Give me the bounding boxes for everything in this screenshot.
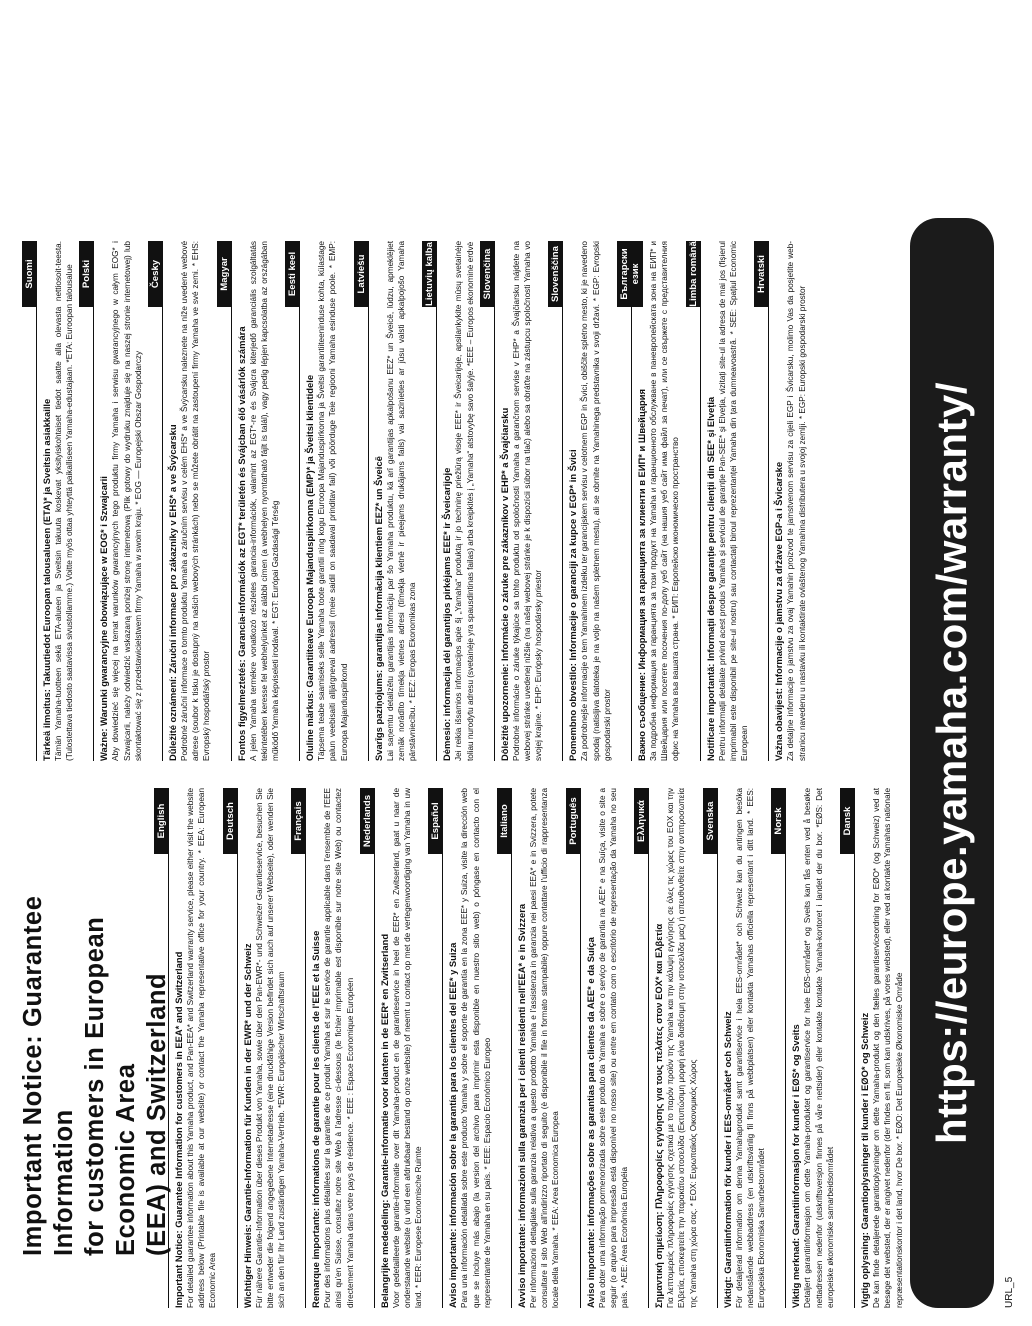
notice-section <box>842 788 905 1308</box>
section-body: Aby dowiedzieć się więcej na temat warunków gwarancyjnych tego produktu firmy Yamaha i serwisu gwarancyjnego w całym EOG* i Szwajcarii, należy odwiedzić wskazaną poniżej stronę internetową (Plik gotowy do wydruku znajduje się na naszej stronie internetowej) lub skontaktować się z przedstawicielstwem firmy Yamaha w swoim kraju. * EOG — Europejski Obszar Gospodarczy <box>111 241 143 761</box>
section-divider <box>305 788 306 1308</box>
language-tab: Norsk <box>771 788 786 854</box>
section-title: Notificare importantă: Informații despre garanție pentru clienții din SEE* și Elveția <box>704 396 716 761</box>
section-divider <box>562 241 563 761</box>
notice-section <box>636 788 699 1308</box>
section-divider <box>648 788 649 1308</box>
section-body: De kan finde detaljerede garantioplysninger om dette Yamaha-produkt og den fælles garantiserviceordning for EØO* (og Schweiz) ved at besøge det websted, der er angivet nedenfor (der findes en fil, som kan udskrives, på vores websted), eller ved at kontakte Yamahas nationale repræsentationskontor i det land, hvor De bor. * EØO: Det Europæiske Økonomiske Område <box>872 788 904 1308</box>
language-tab: Hrvatski <box>754 241 769 307</box>
language-tab: Español <box>428 788 443 854</box>
section-title: Belangrijke mededeling: Garantie-informatie voor klanten in de EER* en Zwitserland <box>378 933 390 1308</box>
title-line: Important Notice: Guarantee Information <box>19 895 79 1256</box>
notice-section <box>687 241 751 761</box>
section-body: Detaljert garantiinformasjon om dette Yamaha-produktet og garantiservice for hele EØS-området* og Sveits kan fås enten ved å besøke nettadressen nedenfor (utskriftsversjon finnes på våre nettsider) eller kontakte kontakte Yamaha-kontoret i landet der du bor. *EØS: Det europeiske økonomiske samarbeidsområdet <box>803 788 835 1308</box>
notice-section <box>218 241 282 761</box>
section-title: Aviso importante: informações sobre as garantias para clientes da AEE* e da Suíça <box>584 937 596 1308</box>
right-column <box>18 241 812 761</box>
warranty-url[interactable]: https://europe.yamaha.com/warranty/ <box>928 381 975 1145</box>
section-divider <box>299 241 300 761</box>
section-divider <box>168 788 169 1308</box>
section-title: Important Notice: Guarantee Information for customers in EEA* and Switzerland <box>173 951 184 1308</box>
section-divider <box>768 241 769 761</box>
section-divider <box>237 788 238 1308</box>
language-tab: Latviešu <box>354 241 369 307</box>
language-tab: Eesti keel <box>285 241 300 307</box>
section-title: Viktigt: Garantiinformation för kunder i EES-området* och Schweiz <box>721 1011 733 1308</box>
section-title: Ważne: Warunki gwarancyjne obowiązujące w EOG* i Szwajcarii <box>98 476 110 761</box>
notice-section <box>499 788 562 1308</box>
language-tab: Limba română <box>687 241 699 307</box>
notice-section <box>481 241 545 761</box>
notice-section <box>224 788 288 1308</box>
section-body: Za podrobnejše informacije o tem Yamahinem izdelku ter garancijskem servisu v celotnem EGP in Švici, obiščite spletno mesto, ki je navedeno spodaj (natisljiva datoteka je na voljo na našem spletnem mestu), ali se obrnite na Yamahinega predstavnika v svoji državi. * EGP: Evropski gospodarski prostor <box>580 241 612 761</box>
notice-section <box>773 788 836 1308</box>
section-divider <box>36 241 37 761</box>
section-title: Pomembno obvestilo: Informacije o garanciji za kupce v EGP* in Švici <box>567 449 579 761</box>
section-divider <box>442 788 443 1308</box>
section-title: Wichtiger Hinweis: Garantie-Information für Kunden in der EWR* und der Schweiz <box>241 943 253 1308</box>
section-body: For detailed guarantee information about this Yamaha product, and Pan-EEA* and Switzerland warranty service, please either visit the website address below (Printable file is available at our website) or contact the Yamaha representative office for your country. * EEA: European Economic Area <box>186 788 218 1308</box>
language-tab: Slovenščina <box>548 241 563 307</box>
section-title: Fontos figyelmeztetés: Garancia-információk az EGT* területén és Svájcban élő vásárlók számára <box>235 326 247 761</box>
section-divider <box>368 241 369 761</box>
notice-section <box>156 788 219 1308</box>
language-tab: Português <box>566 788 581 854</box>
section-body: Täpsema teabe saamiseks selle Yamaha toote garantii ning kogu Euroopa Majanduspiirkonna ja Šveitsi garantiiteeninduse kohta, külastage palun veebisaiti alljärgneval aadressil (meie saidil on saadaval prinditav fail) või pöörduge Teie regiooni Yamaha esinduse poole. * EMP: Euroopa Majanduspiirkond <box>317 241 349 761</box>
section-divider <box>374 788 375 1308</box>
language-tab: Magyar <box>217 241 232 307</box>
notice-section <box>361 788 425 1308</box>
notice-section <box>704 788 768 1308</box>
notice-section <box>756 241 807 761</box>
title-line: (EEA) and Switzerland <box>143 972 172 1256</box>
language-tab: Slovenčina <box>480 241 495 307</box>
language-tab: Nederlands <box>360 788 375 854</box>
section-body: Tämän Yamaha-tuotteen sekä ETA-alueen ja Sveitsin takuuta koskevat yksityiskohtaiset tiedot saatte alla olevasta nettiosoit-teesta. (Tulostettava tiedosto saatavissa sivustollamme.) Voitte myös ottaa yhteyttä paikalliseen Yamaha-edustajaan. *ETA: Euroopan talousalue <box>54 241 75 761</box>
language-tab: Ελληνικά <box>634 788 649 854</box>
section-body: Jei reikia išsamios informacijos apie šį „Yamaha“ produktą ir jo techninę priežiūrą visoje EEE* ir Šveicarijoje, apsilankykite mūsų svetainėje toliau nurodytu adresu (svetainėje yra spausdintinas failas) arba kreipkitės į „Yamaha“ atstovybę savo šalyje. *EEE – Europos ekonominė erdvė <box>454 241 475 761</box>
section-title: Důležité oznámení: Záruční informace pro zákazníky v EHS* a ve Švýcarsku <box>167 424 179 761</box>
notice-section <box>567 788 631 1308</box>
section-title: Σημαντική σημείωση: Πληροφορίες εγγύησης για τους πελάτες στον ΕΟΧ* και Ελβετία <box>653 923 665 1308</box>
section-body: Για λεπτομερείς πληροφορίες εγγύησης σχετικά με το παρόν προϊόν της Yamaha και την κάλυψη εγγύησης σε όλες τις χώρες του ΕΟΧ και την Ελβετία, επισκεφτείτε την παρακάτω ιστοσελίδα (Εκτυπώσιμη μορφή είναι διαθέσιμη στην ιστοσελίδα μας) ή απευθυνθείτε στην αντιπροσωπεία της Yamaha στη χώρα σας. * ΕΟΧ: Ευρωπαϊκός Οικονομικός Χώρος <box>666 788 698 1308</box>
section-body: Pour des informations plus détaillées sur la garantie de ce produit Yamaha et sur le service de garantie applicable dans l'ensemble de l'EEE ainsi qu'en Suisse, consultez notre site Web à l'adresse ci-dessous (le fichier imprimable est disponible sur notre site Web) ou contactez directement Yamaha dans votre pays de résidence. * EEE : Espace Economique Européen <box>323 788 355 1308</box>
section-divider <box>436 241 437 761</box>
language-tab: Suomi <box>22 241 37 307</box>
language-tab: Lietuvių kalba <box>424 242 436 306</box>
language-tab: Česky <box>148 241 163 307</box>
notice-section <box>81 241 144 761</box>
language-tab: Svenska <box>703 788 718 854</box>
section-divider <box>785 788 786 1308</box>
section-divider <box>162 241 163 761</box>
section-body: Voor gedetailleerde garantie-informatie over dit Yamaha-product en de garantieservice in heel de EER* en Zwitserland, gaat u naar de onderstaande website (u vind een afdrukbaar bestand op onze website) of neemt u contact op met de vertegenwoordiging van Yamaha in uw land. * EER: Europese Economische Ruimte <box>391 788 424 1308</box>
section-divider <box>93 241 94 761</box>
section-divider <box>580 788 581 1308</box>
notice-section <box>430 788 493 1308</box>
section-body: Für nähere Garantie-Information über dieses Produkt von Yamaha, sowie über den Pan-EWR*- und Schweizer Garantieservice, besuchen Sie bitte entweder die folgend angegebene Internetadresse (eine druckfähige Version befindet sich auch auf unserer Webseite), oder wenden Sie sich an den für Ihr Land zuständigen Yamaha-Vertrieb. *EWR: Europäischer Wirtschaftsraum <box>254 788 287 1308</box>
section-body: Para una información detallada sobre este producto Yamaha y sobre el soporte de garantía en la zona EEE* y Suiza, visite la dirección web que se incluye más abajo (la version del archivo para imprimir esta disponible en nuestro sitio web) o póngase en contacto con el representante de Yamaha en su país. * EEE: Espacio Económico Europeo <box>460 788 492 1308</box>
section-title: Важно съобщение: Информация за гаранцията за клиенти в ЕИП* и Швейцария <box>636 388 648 761</box>
section-divider <box>631 241 632 761</box>
section-title: Remarque importante: informations de garantie pour les clients de l'EEE et la Suisse <box>310 930 322 1308</box>
language-tab: Français <box>291 788 306 854</box>
notice-section <box>424 241 475 761</box>
page-code: URL_5 <box>1004 1276 1015 1308</box>
notice-section <box>619 241 682 761</box>
section-body: Podrobné záruční informace o tomto produktu Yamaha a záručním servisu v celém EHS* a ve Švýcarsku naleznete na níže uvedené webové adrese (soubor k tisku je dostupný na našich webových stránkách) nebo se můžete obrátit na zastoupení firmy Yamaha ve své zemi. * EHS: Evropský hospodářský prostor <box>180 241 212 761</box>
title-line: for customers in European Economic Area <box>81 916 141 1256</box>
section-title: Oluline märkus: Garantiiteave Euroopa Majanduspiirkonna (EMP)* ja Šveitsi klientidele <box>304 374 316 761</box>
section-title: Dėmesio: informacija dėl garantijos pirkėjams EEE* ir Šveicarijoje <box>441 467 453 761</box>
section-body: Para obter uma informação pormenorizada sobre este produto da Yamaha e sobre o serviço de garantia na AEE* e na Suíça, visite o site a seguir (o arquivo para impressão está disponível no nosso site) ou entre em contato com o escritório de representação da Yamaha no seu país. * AEE: Área Econômica Européia <box>597 788 630 1308</box>
section-divider <box>717 788 718 1308</box>
notice-section <box>550 241 613 761</box>
section-body: За подробна информация за гаранцията за този продукт на Yamaha и гаранционното обслужване в паневропейската зона на ЕИП* и Швейцария или посетете посочения по-долу уеб сайт (на нашия уеб сайт има файл за печат), или се свържете с представителния офис на Yamaha във вашата страна. * ЕИП: Европейско икономическо пространство <box>649 241 681 761</box>
section-divider <box>700 241 701 761</box>
section-body: Lai saņemtu detalizētu garantijas informāciju par šo Yamaha produktu, kā arī garantijas apkalpošanu EEZ* un Šveicē, lūdzu, apmeklējiet zemāk norādīto tīmekļa vietnes adresi (tīmekļa vietnē ir pieejams drukājams fails) vai sazinieties ar jūsu valsti apkalpojošo Yamaha pārstāvniecību. * EEZ: Eiropas Ekonomikas zona <box>385 241 418 761</box>
url-banner <box>910 218 994 1308</box>
section-divider <box>231 241 232 761</box>
language-tab: Dansk <box>840 788 855 854</box>
notice-section <box>355 241 419 761</box>
section-body: Pentru informații detaliate privind acest produs Yamaha și serviciul de garanție Pan-SEE* și Elveția, vizitați site-ul la adresa de mai jos (fișierul imprimabil este disponibil pe site-ul nostru) sau contactați biroul reprezentanței Yamaha din țara dumneavoastră. * SEE: Spațiul Economic European <box>717 241 750 761</box>
section-body: A jelen Yamaha termékre vonatkozó részletes garancia-információk, valamint az EGT*-re és Svájcra kiterjedő garanciális szolgáltatás tekintetében keresse fel webhelyünket az alábbi címen (a webhelyen nyomtatható fájlt is talál), vagy pedig lépjen kapcsolatba az országában működő Yamaha képviseleti irodával. * EGT: Európai Gazdasági Térség <box>248 241 281 761</box>
section-title: Aviso importante: información sobre la garantía para los clientes del EEE* y Suiza <box>447 942 459 1308</box>
language-tab: Polski <box>79 241 94 307</box>
section-body: Za detaljne informacije o jamstvu za ovaj Yamahin proizvod te jamstvenom servisu za cijeli EGP i Švicarsku, molimo Vas da posjetite web-stranicu navedenu u nastavku ili kontaktirate ovlaštenog Yamahina distributera u svojoj zemlji. * EGP: Europski gospodarski prostor <box>786 241 807 761</box>
section-body: För detaljerad information om denna Yamahaprodukt samt garantiservice i hela EES-området* och Schweiz kan du antingen besöka nedanstående webbaddress (en utskriftsvänlig fil finns på webbplatsen) eller kontakta Yamahas officiella representant i ditt land. * EES: Europeiska Ekonomiska Samarbetsområdet <box>734 788 767 1308</box>
notice-section <box>293 788 356 1308</box>
left-column <box>150 788 909 1308</box>
language-tab: Български език <box>617 241 643 307</box>
section-body: Per informazioni dettagliate sulla garanzia relativa a questo prodotto Yamaha e l'assistenza in garanzia nei paesi EEA* e in Svizzera, potete consultare il sito Web all'indirizzo riportato di seguito (è disponibile il file in formato stampabile) oppure contattare l'ufficio di rappresentanza locale della Yamaha. * EEA: Area Economica Europea <box>529 788 561 1308</box>
section-title: Vigtig oplysning: Garantioplysninger til kunder i EØO* og Schweiz <box>859 1012 871 1308</box>
notice-section <box>24 241 75 761</box>
section-title: Viktig merknad: Garantiinformasjon for kunder i EØS* og Sveits <box>790 1024 802 1308</box>
notice-section <box>287 241 350 761</box>
section-title: Svarīgs paziņojums: garantijas informācija klientiem EEZ* un Šveicē <box>372 456 384 761</box>
section-title: Tärkeä ilmoitus: Takuutiedot Euroopan talousalueen (ETA)* ja Sveitsin asiakkaille <box>41 398 52 761</box>
notice-section <box>150 241 213 761</box>
section-title: Važna obavijest: Informacije o jamstvu za države EGP-a i Švicarske <box>773 461 785 761</box>
language-tab: Italiano <box>497 788 512 854</box>
section-body: Podrobné informácie o záruke týkajúce sa tohto produktu od spoločnosti Yamaha a garančnom servise v EHP* a Švajčiarsku nájdete na webovej stránke uvedenej nižšie (na našej webovej stránke je k dispozícii súbor na tlač) alebo sa obráťte na zástupcu spoločnosti Yamaha vo svojej krajine. * EHP: Európsky hospodársky priestor <box>511 241 544 761</box>
section-divider <box>494 241 495 761</box>
language-tab: Deutsch <box>223 788 238 854</box>
section-divider <box>511 788 512 1308</box>
language-tab: English <box>154 788 169 854</box>
section-title: Avviso importante: informazioni sulla garanzia per i clienti residenti nell'EEA* e in Svizzera <box>516 903 528 1308</box>
section-divider <box>854 788 855 1308</box>
section-title: Dôležité upozornenie: Informácie o záruke pre zákazníkov v EHP* a Švajčiarsku <box>498 407 510 761</box>
